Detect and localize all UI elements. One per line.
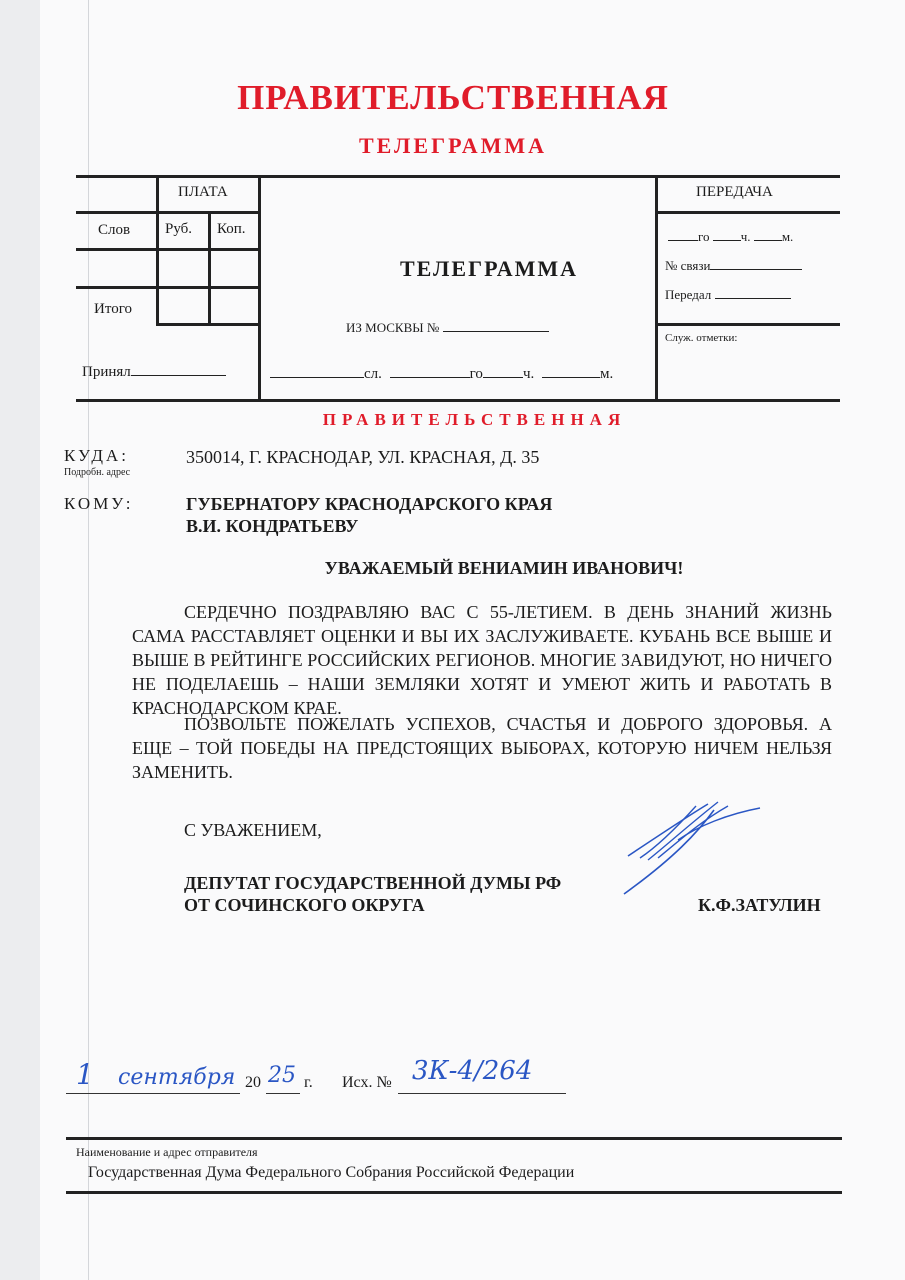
m-label: м. [599, 366, 614, 382]
time-go-label: го [698, 229, 710, 244]
closing: С УВАЖЕНИЕМ, [184, 820, 322, 840]
year-g: г. [304, 1074, 313, 1091]
salutation: УВАЖАЕМЫЙ ВЕНИАМИН ИВАНОВИЧ! [324, 558, 684, 578]
recipient-line-2: В.И. КОНДРАТЬЕВУ [186, 516, 359, 536]
ref-label: Исх. № [342, 1074, 392, 1091]
sl-label: сл. [364, 366, 382, 382]
telegram-sheet [40, 0, 905, 1280]
position-line-2: ОТ СОЧИНСКОГО ОКРУГА [184, 895, 425, 915]
plata-label: ПЛАТА [178, 184, 228, 200]
rub-label: Руб. [165, 221, 193, 237]
from-number-blank [443, 318, 549, 332]
header-title: ПРАВИТЕЛЬСТВЕННАЯ [237, 78, 669, 117]
time-ch-label: ч. [740, 229, 751, 244]
ch-label: ч. [522, 366, 535, 382]
otmetki-label: Служ. отметки: [665, 332, 738, 344]
prinyal-label: Принял [82, 364, 131, 380]
signature-graphic [618, 796, 768, 900]
peredacha-label: ПЕРЕДАЧА [696, 184, 773, 200]
year-prefix: 20 [245, 1074, 261, 1091]
form-heading: ТЕЛЕГРАММА [399, 256, 579, 281]
peredal-label: Передал [665, 287, 712, 302]
slov-label: Слов [98, 222, 131, 238]
sender-org: Государственная Дума Федерального Собрания Российской Федерации [88, 1164, 575, 1181]
ref-number: 3К-4/264 [412, 1056, 533, 1086]
kop-label: Коп. [217, 221, 246, 237]
government-band: ПРАВИТЕЛЬСТВЕННАЯ [322, 410, 627, 429]
from-field [346, 318, 549, 336]
time-m-label: м. [781, 229, 794, 244]
kuda-value: 350014, Г. КРАСНОДАР, УЛ. КРАСНАЯ, Д. 35 [186, 447, 540, 467]
header-subtitle: ТЕЛЕГРАММА [358, 133, 548, 158]
year-suffix: 25 [268, 1063, 296, 1088]
recipient-line-1: ГУБЕРНАТОРУ КРАСНОДАРСКОГО КРАЯ [186, 494, 553, 514]
itogo-label: Итого [94, 301, 132, 317]
date-month: сентября [118, 1065, 236, 1090]
transfer-time [668, 227, 793, 245]
transfer-line [270, 364, 613, 383]
footer-bottom-rule [66, 1191, 842, 1194]
from-label: ИЗ МОСКВЫ № [346, 320, 440, 335]
prinyal-field [82, 362, 226, 381]
date-day: 1 [76, 1058, 94, 1091]
signer-name: К.Ф.ЗАТУЛИН [698, 895, 821, 915]
position-line-1: ДЕПУТАТ ГОСУДАРСТВЕННОЙ ДУМЫ РФ [184, 873, 562, 893]
svyazi-label: № связи [665, 258, 711, 273]
go-label: го [469, 366, 483, 382]
komu-label: КОМУ: [64, 494, 134, 513]
kuda-label: КУДА: [64, 446, 129, 465]
kuda-note: Подробн. адрес [64, 467, 131, 478]
footer-top-rule [66, 1137, 842, 1140]
sender-label: Наименование и адрес отправителя [76, 1145, 258, 1159]
prinyal-blank [131, 362, 226, 376]
peredal-field [665, 285, 791, 303]
paragraph-2: ПОЗВОЛЬТЕ ПОЖЕЛАТЬ УСПЕХОВ, СЧАСТЬЯ И ДОБРОГО ЗДОРОВЬЯ. А ЕЩЕ – ТОЙ ПОБЕДЫ НА ПРЕДСТОЯЩИХ ВЫБОРАХ, КОТОРУЮ НИЧЕМ НЕЛЬЗЯ ЗАМЕНИТЬ. [132, 714, 832, 782]
svyazi-field [665, 256, 802, 274]
paragraph-1: СЕРДЕЧНО ПОЗДРАВЛЯЮ ВАС С 55-ЛЕТИЕМ. В ДЕНЬ ЗНАНИЙ ЖИЗНЬ САМА РАССТАВЛЯЕТ ОЦЕНКИ И ВЫ ИХ ЗАСЛУЖИВАЕТЕ. КУБАНЬ ВСЕ ВЫШЕ И ВЫШЕ В РЕЙТИНГЕ РОССИЙСКИХ РЕГИОНОВ. МНОГИЕ ЗАВИДУЮТ, НО НИЧЕГО НЕ ПОДЕЛАЕШЬ – НАШИ ЗЕМЛЯКИ ХОТЯТ И УМЕЮТ ЖИТЬ И РАБОТАТЬ В КРАСНОДАРСКОМ КРАЕ. [132, 602, 832, 718]
